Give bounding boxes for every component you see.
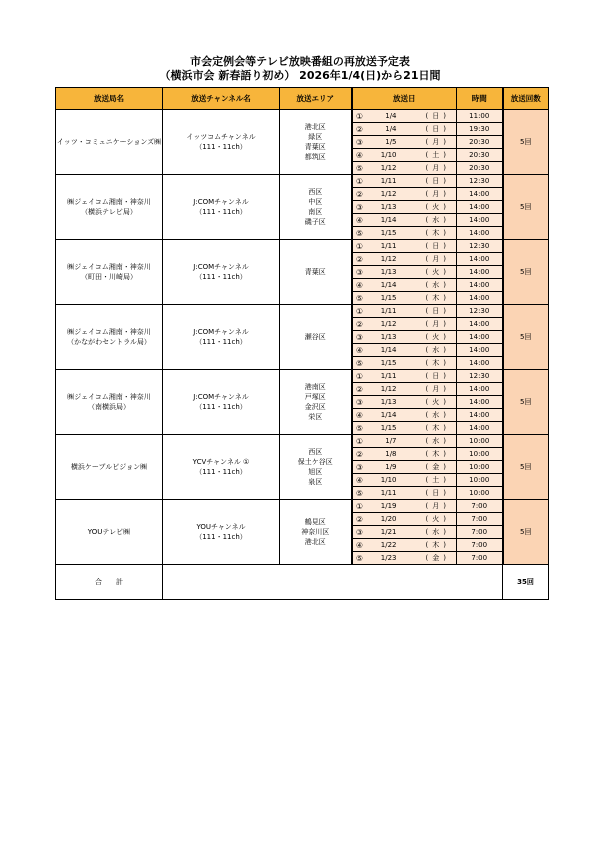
broadcast-time: 20:30 [457, 162, 503, 175]
date-text: 1/4 [385, 112, 397, 120]
broadcast-date [352, 552, 457, 565]
weekday-text: 水 [432, 281, 440, 289]
table-row [56, 240, 549, 253]
date-text: 1/15 [380, 229, 397, 237]
header-station: 放送局名 [56, 88, 163, 110]
table-row [56, 370, 549, 383]
broadcast-area-text: 西区 保土ケ谷区 旭区 泉区 [297, 448, 333, 486]
broadcast-time: 14:00 [457, 188, 503, 201]
date-text: 1/21 [380, 528, 397, 536]
weekday: ( 火 ) [425, 268, 446, 276]
broadcast-area-text: 鶴見区 神奈川区 港北区 [301, 518, 330, 546]
date-text: 1/13 [380, 398, 397, 406]
header-channel: 放送チャンネル名 [163, 88, 280, 110]
weekday: ( 月 ) [425, 385, 446, 393]
weekday: ( 日 ) [425, 307, 446, 315]
weekday-text: 土 [432, 476, 440, 484]
weekday-text: 水 [432, 528, 440, 536]
weekday-text: 木 [432, 541, 440, 549]
station-name-text: 横浜ケーブルビジョン㈱ [70, 463, 148, 471]
sequence-number: ④ [355, 280, 364, 290]
broadcast-area [280, 305, 352, 370]
total-count: 35回 [503, 565, 549, 600]
broadcast-date [352, 409, 457, 422]
broadcast-date [352, 383, 457, 396]
broadcast-time: 14:00 [457, 292, 503, 305]
broadcast-time: 14:00 [457, 409, 503, 422]
channel-name-text: J:COMチャンネル （111・11ch） [193, 263, 249, 281]
date-text: 1/15 [380, 294, 397, 302]
broadcast-date [352, 188, 457, 201]
broadcast-time: 19:30 [457, 123, 503, 136]
sequence-number: ④ [355, 410, 364, 420]
date-text: 1/14 [380, 281, 397, 289]
broadcast-area-text: 港北区 緑区 青葉区 都筑区 [304, 123, 326, 161]
weekday: ( 木 ) [425, 424, 446, 432]
sequence-number: ④ [355, 345, 364, 355]
table-row [56, 500, 549, 513]
sequence-number: ④ [355, 150, 364, 160]
date-text: 1/15 [380, 424, 397, 432]
broadcast-date [352, 305, 457, 318]
sequence-number: ③ [355, 137, 364, 147]
weekday: ( 木 ) [425, 450, 446, 458]
weekday-text: 月 [432, 138, 440, 146]
date-text: 1/10 [380, 151, 397, 159]
station-name-text: ㈱ジェイコム湘南・神奈川 （南横浜局） [67, 393, 151, 411]
broadcast-time: 12:30 [457, 370, 503, 383]
weekday-text: 火 [432, 203, 440, 211]
weekday: ( 水 ) [425, 281, 446, 289]
broadcast-time: 14:00 [457, 422, 503, 435]
channel-name-text: YOUチャンネル （111・11ch） [195, 523, 247, 541]
broadcast-date [352, 461, 457, 474]
channel-name [163, 435, 280, 500]
total-label: 合 計 [56, 565, 163, 600]
broadcast-time: 20:30 [457, 136, 503, 149]
broadcast-time: 7:00 [457, 539, 503, 552]
header-time: 時間 [457, 88, 503, 110]
weekday-text: 月 [432, 320, 440, 328]
broadcast-count: 5回 [503, 110, 549, 175]
date-text: 1/11 [380, 307, 397, 315]
broadcast-date [352, 253, 457, 266]
broadcast-time: 14:00 [457, 396, 503, 409]
document-subtitle: （横浜市会 新春語り初め） 2026年1/4(日)から21日間 [159, 69, 441, 82]
sequence-number: ③ [355, 332, 364, 342]
broadcast-date [352, 214, 457, 227]
sequence-number: ③ [355, 527, 364, 537]
broadcast-date [352, 162, 457, 175]
weekday-text: 日 [432, 307, 440, 315]
broadcast-time: 7:00 [457, 500, 503, 513]
broadcast-time: 12:30 [457, 240, 503, 253]
broadcast-time: 7:00 [457, 552, 503, 565]
date-text: 1/20 [380, 515, 397, 523]
broadcast-date [352, 227, 457, 240]
weekday-text: 水 [432, 411, 440, 419]
date-text: 1/15 [380, 359, 397, 367]
sequence-number: ① [355, 501, 364, 511]
date-text: 1/14 [380, 346, 397, 354]
weekday: ( 月 ) [425, 255, 446, 263]
date-text: 1/11 [380, 372, 397, 380]
sequence-number: ② [355, 254, 364, 264]
broadcast-count: 5回 [503, 500, 549, 565]
broadcast-date [352, 344, 457, 357]
sequence-number: ① [355, 176, 364, 186]
broadcast-count: 5回 [503, 240, 549, 305]
sequence-number: ③ [355, 462, 364, 472]
weekday-text: 水 [432, 346, 440, 354]
broadcast-time: 7:00 [457, 526, 503, 539]
weekday: ( 日 ) [425, 242, 446, 250]
broadcast-area [280, 110, 352, 175]
broadcast-date [352, 331, 457, 344]
weekday: ( 月 ) [425, 138, 446, 146]
broadcast-date [352, 175, 457, 188]
weekday-text: 火 [432, 333, 440, 341]
channel-name-text: YCVチャンネル ① （111・11ch） [192, 458, 250, 476]
station-name [56, 110, 163, 175]
broadcast-count: 5回 [503, 435, 549, 500]
broadcast-date [352, 201, 457, 214]
broadcast-date [352, 539, 457, 552]
date-text: 1/23 [380, 554, 397, 562]
broadcast-time: 7:00 [457, 513, 503, 526]
weekday: ( 土 ) [425, 151, 446, 159]
broadcast-area-text: 西区 中区 南区 磯子区 [304, 188, 326, 226]
weekday-text: 土 [432, 151, 440, 159]
weekday-text: 日 [432, 372, 440, 380]
channel-name [163, 240, 280, 305]
broadcast-date [352, 526, 457, 539]
broadcast-date [352, 110, 457, 123]
broadcast-time: 14:00 [457, 253, 503, 266]
date-text: 1/11 [380, 489, 397, 497]
weekday: ( 日 ) [425, 125, 446, 133]
sequence-number: ⑤ [355, 488, 364, 498]
weekday-text: 月 [432, 255, 440, 263]
weekday: ( 火 ) [425, 515, 446, 523]
weekday-text: 木 [432, 450, 440, 458]
weekday-text: 火 [432, 268, 440, 276]
weekday: ( 日 ) [425, 112, 446, 120]
broadcast-date [352, 487, 457, 500]
date-text: 1/4 [385, 125, 397, 133]
broadcast-area-text: 港南区 戸塚区 金沢区 栄区 [304, 383, 326, 421]
weekday: ( 日 ) [425, 489, 446, 497]
sequence-number: ④ [355, 475, 364, 485]
weekday-text: 水 [432, 216, 440, 224]
broadcast-date [352, 240, 457, 253]
date-text: 1/13 [380, 268, 397, 276]
date-text: 1/11 [380, 177, 397, 185]
broadcast-time: 14:00 [457, 279, 503, 292]
sequence-number: ⑤ [355, 358, 364, 368]
channel-name-text: イッツコムチャンネル （111・11ch） [186, 133, 256, 151]
sequence-number: ② [355, 189, 364, 199]
broadcast-time: 10:00 [457, 461, 503, 474]
date-text: 1/8 [385, 450, 397, 458]
weekday: ( 水 ) [425, 528, 446, 536]
broadcast-area [280, 500, 352, 565]
broadcast-area-text: 青葉区 [304, 268, 326, 276]
date-text: 1/5 [385, 138, 397, 146]
weekday: ( 月 ) [425, 502, 446, 510]
broadcast-time: 14:00 [457, 214, 503, 227]
broadcast-schedule-table [55, 87, 549, 600]
weekday-text: 月 [432, 190, 440, 198]
date-text: 1/12 [380, 385, 397, 393]
broadcast-area [280, 435, 352, 500]
broadcast-count: 5回 [503, 370, 549, 435]
channel-name [163, 500, 280, 565]
broadcast-date [352, 279, 457, 292]
sequence-number: ③ [355, 267, 364, 277]
broadcast-area [280, 175, 352, 240]
weekday: ( 日 ) [425, 372, 446, 380]
broadcast-date [352, 448, 457, 461]
station-name [56, 435, 163, 500]
broadcast-date [352, 500, 457, 513]
broadcast-date [352, 396, 457, 409]
broadcast-date [352, 357, 457, 370]
sequence-number: ⑤ [355, 553, 364, 563]
weekday: ( 金 ) [425, 554, 446, 562]
broadcast-date [352, 292, 457, 305]
header-row [56, 88, 549, 110]
channel-name [163, 110, 280, 175]
weekday-text: 木 [432, 359, 440, 367]
sequence-number: ⑤ [355, 423, 364, 433]
weekday: ( 日 ) [425, 177, 446, 185]
station-name-text: ㈱ジェイコム湘南・神奈川 （横浜テレビ局） [67, 198, 151, 216]
date-text: 1/13 [380, 203, 397, 211]
sequence-number: ① [355, 111, 364, 121]
broadcast-time: 14:00 [457, 383, 503, 396]
sequence-number: ② [355, 384, 364, 394]
date-text: 1/7 [385, 437, 397, 445]
weekday: ( 木 ) [425, 294, 446, 302]
date-text: 1/12 [380, 255, 397, 263]
weekday: ( 金 ) [425, 463, 446, 471]
sequence-number: ① [355, 436, 364, 446]
station-name [56, 175, 163, 240]
weekday-text: 日 [432, 125, 440, 133]
sequence-number: ① [355, 306, 364, 316]
broadcast-date [352, 123, 457, 136]
broadcast-time: 14:00 [457, 201, 503, 214]
weekday: ( 月 ) [425, 164, 446, 172]
station-name-text: ㈱ジェイコム湘南・神奈川 （かながわセントラル局） [67, 328, 151, 346]
weekday-text: 日 [432, 242, 440, 250]
sequence-number: ① [355, 371, 364, 381]
weekday-text: 木 [432, 229, 440, 237]
broadcast-time: 12:30 [457, 305, 503, 318]
broadcast-time: 10:00 [457, 487, 503, 500]
broadcast-date [352, 513, 457, 526]
broadcast-area [280, 240, 352, 305]
weekday-text: 木 [432, 424, 440, 432]
broadcast-area [280, 370, 352, 435]
station-name [56, 500, 163, 565]
sequence-number: ③ [355, 397, 364, 407]
weekday: ( 火 ) [425, 398, 446, 406]
broadcast-time: 11:00 [457, 110, 503, 123]
broadcast-count: 5回 [503, 305, 549, 370]
broadcast-time: 14:00 [457, 227, 503, 240]
broadcast-time: 14:00 [457, 331, 503, 344]
weekday-text: 月 [432, 164, 440, 172]
channel-name [163, 370, 280, 435]
document-title: 市会定例会等テレビ放映番組の再放送予定表 [190, 55, 410, 68]
table-row [56, 435, 549, 448]
date-text: 1/12 [380, 190, 397, 198]
broadcast-time: 14:00 [457, 344, 503, 357]
sequence-number: ① [355, 241, 364, 251]
sequence-number: ② [355, 124, 364, 134]
broadcast-date [352, 318, 457, 331]
weekday-text: 火 [432, 398, 440, 406]
weekday-text: 火 [432, 515, 440, 523]
broadcast-date [352, 422, 457, 435]
date-text: 1/13 [380, 333, 397, 341]
broadcast-time: 10:00 [457, 435, 503, 448]
broadcast-time: 10:00 [457, 474, 503, 487]
broadcast-date [352, 435, 457, 448]
broadcast-time: 14:00 [457, 318, 503, 331]
weekday-text: 水 [432, 437, 440, 445]
broadcast-date [352, 149, 457, 162]
table-row [56, 110, 549, 123]
table-row [56, 305, 549, 318]
sequence-number: ⑤ [355, 228, 364, 238]
weekday: ( 月 ) [425, 190, 446, 198]
weekday: ( 火 ) [425, 203, 446, 211]
sequence-number: ② [355, 319, 364, 329]
weekday: ( 土 ) [425, 476, 446, 484]
station-name [56, 370, 163, 435]
sequence-number: ④ [355, 540, 364, 550]
weekday-text: 木 [432, 294, 440, 302]
weekday-text: 日 [432, 489, 440, 497]
weekday: ( 木 ) [425, 541, 446, 549]
date-text: 1/22 [380, 541, 397, 549]
weekday: ( 火 ) [425, 333, 446, 341]
broadcast-time: 10:00 [457, 448, 503, 461]
sequence-number: ② [355, 449, 364, 459]
weekday-text: 月 [432, 385, 440, 393]
station-name [56, 240, 163, 305]
total-row [56, 565, 549, 600]
date-text: 1/12 [380, 164, 397, 172]
weekday: ( 木 ) [425, 229, 446, 237]
sequence-number: ② [355, 514, 364, 524]
weekday-text: 日 [432, 177, 440, 185]
header-count: 放送回数 [503, 88, 549, 110]
sequence-number: ⑤ [355, 163, 364, 173]
sequence-number: ③ [355, 202, 364, 212]
broadcast-date [352, 136, 457, 149]
broadcast-time: 12:30 [457, 175, 503, 188]
station-name-text: イッツ・コミュニケーションズ㈱ [56, 138, 162, 146]
weekday: ( 水 ) [425, 346, 446, 354]
weekday-text: 日 [432, 112, 440, 120]
date-text: 1/10 [380, 476, 397, 484]
broadcast-time: 14:00 [457, 357, 503, 370]
weekday: ( 水 ) [425, 437, 446, 445]
weekday: ( 月 ) [425, 320, 446, 328]
date-text: 1/12 [380, 320, 397, 328]
station-name [56, 305, 163, 370]
total-blank [163, 565, 503, 600]
weekday: ( 木 ) [425, 359, 446, 367]
channel-name-text: J:COMチャンネル （111・11ch） [193, 198, 249, 216]
broadcast-date [352, 266, 457, 279]
header-date: 放送日 [352, 88, 457, 110]
channel-name-text: J:COMチャンネル （111・11ch） [193, 328, 249, 346]
date-text: 1/11 [380, 242, 397, 250]
weekday: ( 水 ) [425, 216, 446, 224]
weekday-text: 金 [432, 554, 440, 562]
broadcast-count: 5回 [503, 175, 549, 240]
weekday-text: 月 [432, 502, 440, 510]
broadcast-date [352, 370, 457, 383]
table-row [56, 175, 549, 188]
station-name-text: ㈱ジェイコム湘南・神奈川 （町田・川崎局） [67, 263, 151, 281]
date-text: 1/9 [385, 463, 397, 471]
channel-name-text: J:COMチャンネル （111・11ch） [193, 393, 249, 411]
weekday: ( 水 ) [425, 411, 446, 419]
weekday-text: 金 [432, 463, 440, 471]
station-name-text: YOUテレビ㈱ [87, 528, 131, 536]
broadcast-time: 20:30 [457, 149, 503, 162]
channel-name [163, 305, 280, 370]
date-text: 1/19 [380, 502, 397, 510]
sequence-number: ④ [355, 215, 364, 225]
broadcast-date [352, 474, 457, 487]
header-area: 放送エリア [280, 88, 352, 110]
broadcast-area-text: 瀬谷区 [304, 333, 326, 341]
sequence-number: ⑤ [355, 293, 364, 303]
channel-name [163, 175, 280, 240]
date-text: 1/14 [380, 411, 397, 419]
date-text: 1/14 [380, 216, 397, 224]
broadcast-time: 14:00 [457, 266, 503, 279]
